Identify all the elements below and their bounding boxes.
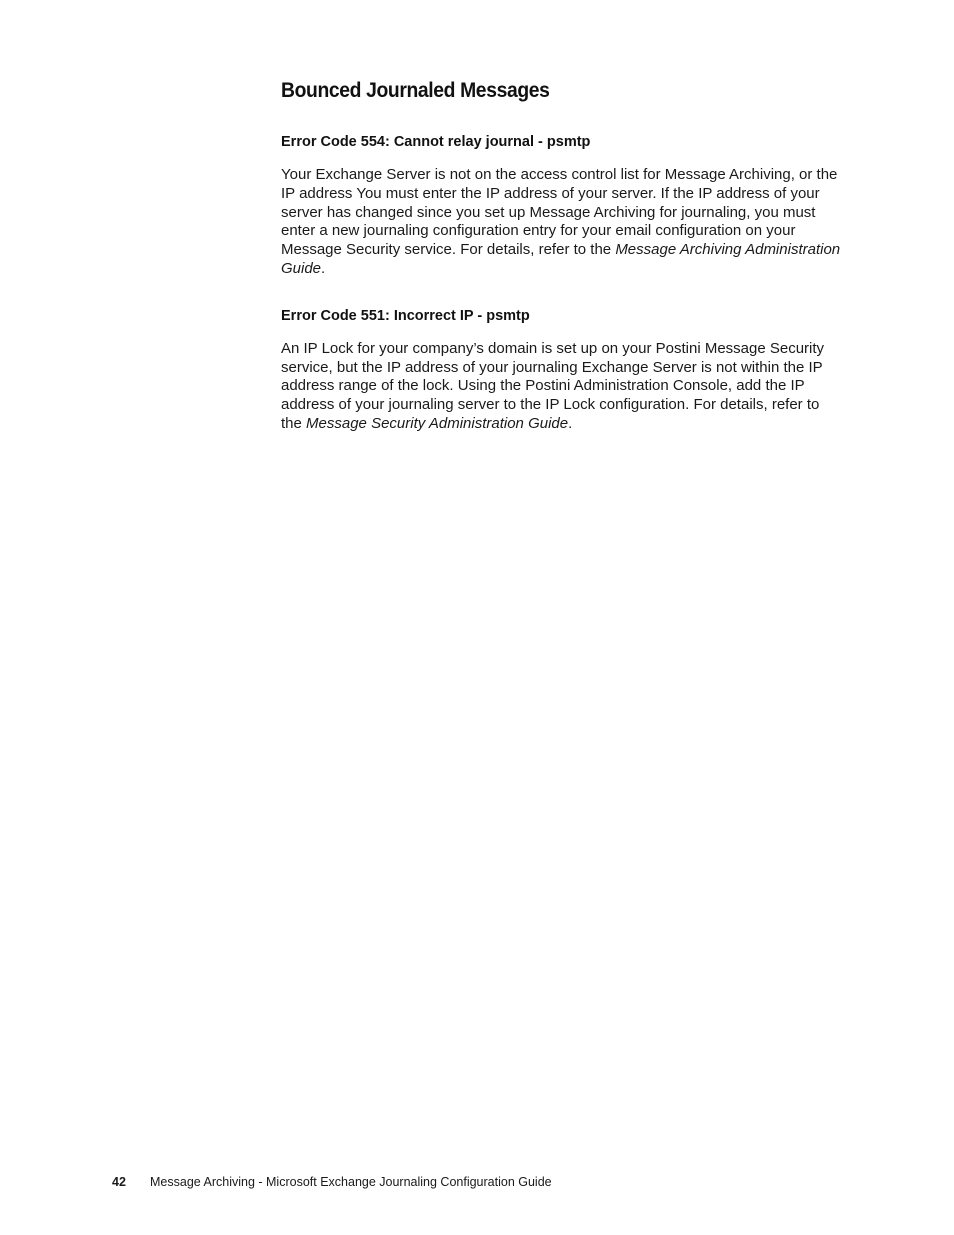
page-footer <box>112 1174 552 1190</box>
document-title: Message Archiving - Microsoft Exchange Journaling Configuration Guide <box>150 1175 552 1189</box>
message-security-guide-reference: Message Security Administration Guide <box>306 414 569 432</box>
message-archiving-guide-reference: Message Archiving Administration Guide <box>281 241 841 277</box>
error-code-554-description <box>281 166 843 279</box>
error-code-551-text: An IP Lock for your company’s domain is set up on your Postini Message Security service, but the IP address of your journaling Exchange Server is not within the IP address range of the lock. Using the Postini Administration Console, add the IP address of your journaling server to the IP Lock configuration. For details, refer to the <box>281 339 825 432</box>
page-content <box>281 78 843 434</box>
error-code-554-text: Your Exchange Server is not on the access control list for Message Archiving, or the IP address You must enter the IP address of your server. If the IP address of your server has changed since you set up Message Archiving for journaling, you must enter a new journaling configuration entry for your email configuration on your Message Security service. For details, refer to the <box>281 166 838 259</box>
error-code-551-description <box>281 340 843 434</box>
error-code-551-heading: Error Code 551: Incorrect IP - psmtp <box>281 307 530 324</box>
error-code-551-text-end: . <box>568 414 573 432</box>
section-title: Bounced Journaled Messages <box>281 79 550 102</box>
error-code-554-heading: Error Code 554: Cannot relay journal - psmtp <box>281 134 591 150</box>
page-number: 42 <box>112 1175 126 1189</box>
error-code-554-text-end: . <box>321 259 326 277</box>
